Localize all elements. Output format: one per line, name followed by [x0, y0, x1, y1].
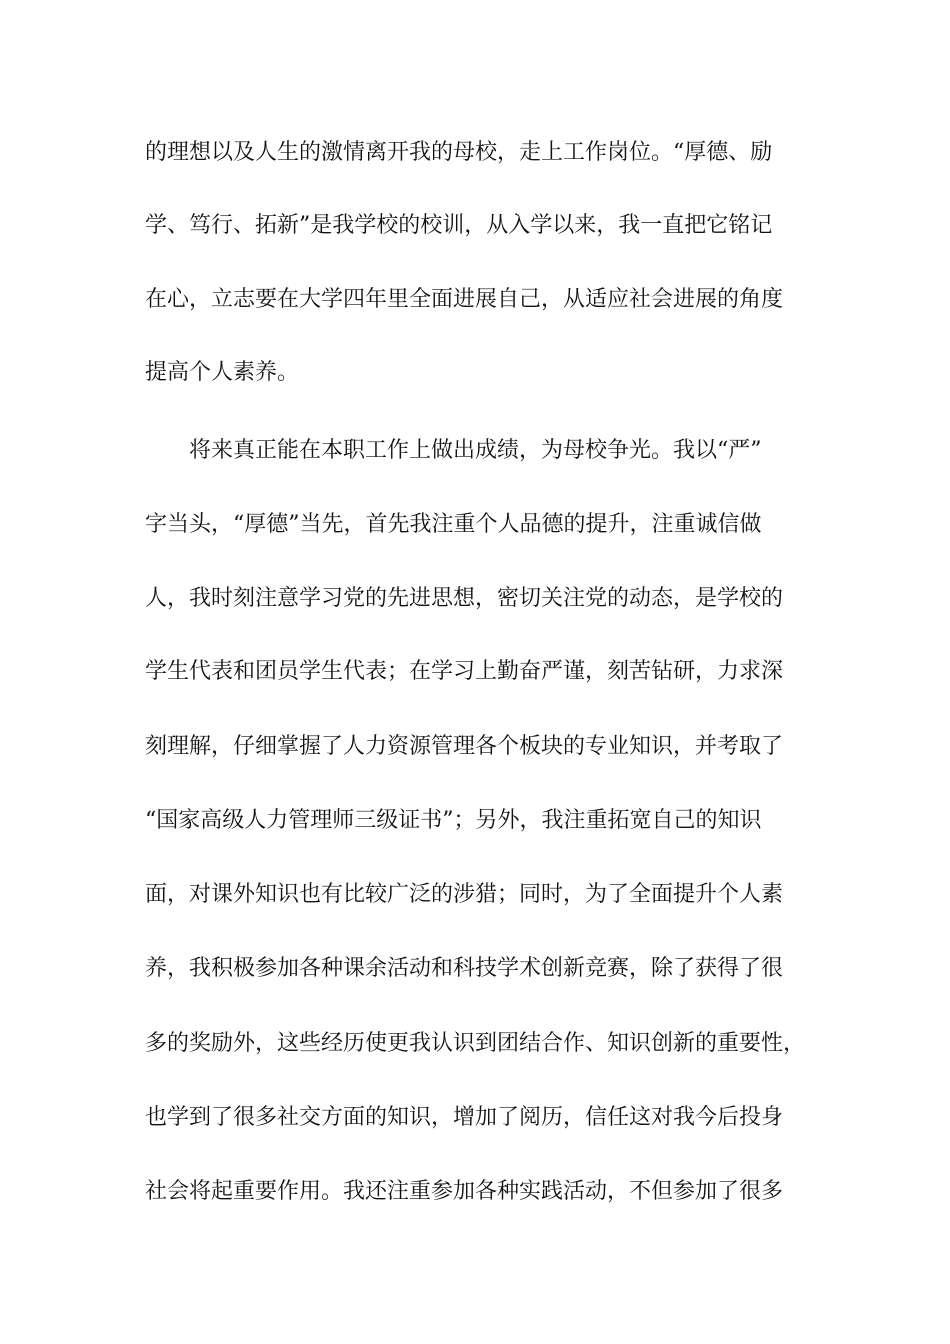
text-line: 面，对课外知识也有比较广泛的涉猎；同时，为了全面提升个人素 — [145, 882, 784, 907]
text-line: 社会将起重要作用。我还注重参加各种实践活动，不但参加了很多 — [145, 1179, 784, 1204]
text-line: 多的奖励外，这些经历使更我认识到团结合作、知识创新的重要性， — [145, 1031, 806, 1056]
text-line: “国家高级人力管理师三级证书”；另外，我注重拓宽自己的知识 — [145, 808, 762, 833]
text-line: 学生代表和团员学生代表；在学习上勤奋严谨，刻苦钻研，力求深 — [145, 659, 784, 684]
text-line: 将来真正能在本职工作上做出成绩，为母校争光。我以“严” — [189, 438, 762, 463]
text-line: 也学到了很多社交方面的知识，增加了阅历，信任这对我今后投身 — [145, 1105, 784, 1130]
text-line: 在心，立志要在大学四年里全面进展自己，从适应社会进展的角度 — [145, 287, 784, 312]
text-line: 学、笃行、拓新”是我学校的校训，从入学以来，我一直把它铭记 — [145, 213, 773, 238]
text-line: 提高个人素养。 — [145, 360, 300, 385]
text-line: 刻理解，仔细掌握了人力资源管理各个板块的专业知识，并考取了 — [145, 734, 784, 759]
text-line: 的理想以及人生的激情离开我的母校，走上工作岗位。“厚德、励 — [145, 140, 773, 165]
text-line: 人，我时刻注意学习党的先进思想，密切关注党的动态，是学校的 — [145, 586, 784, 611]
text-line: 养，我积极参加各种课余活动和科技学术创新竞赛，除了获得了很 — [145, 956, 784, 981]
text-line: 字当头，“厚德”当先，首先我注重个人品德的提升，注重诚信做 — [145, 512, 762, 537]
